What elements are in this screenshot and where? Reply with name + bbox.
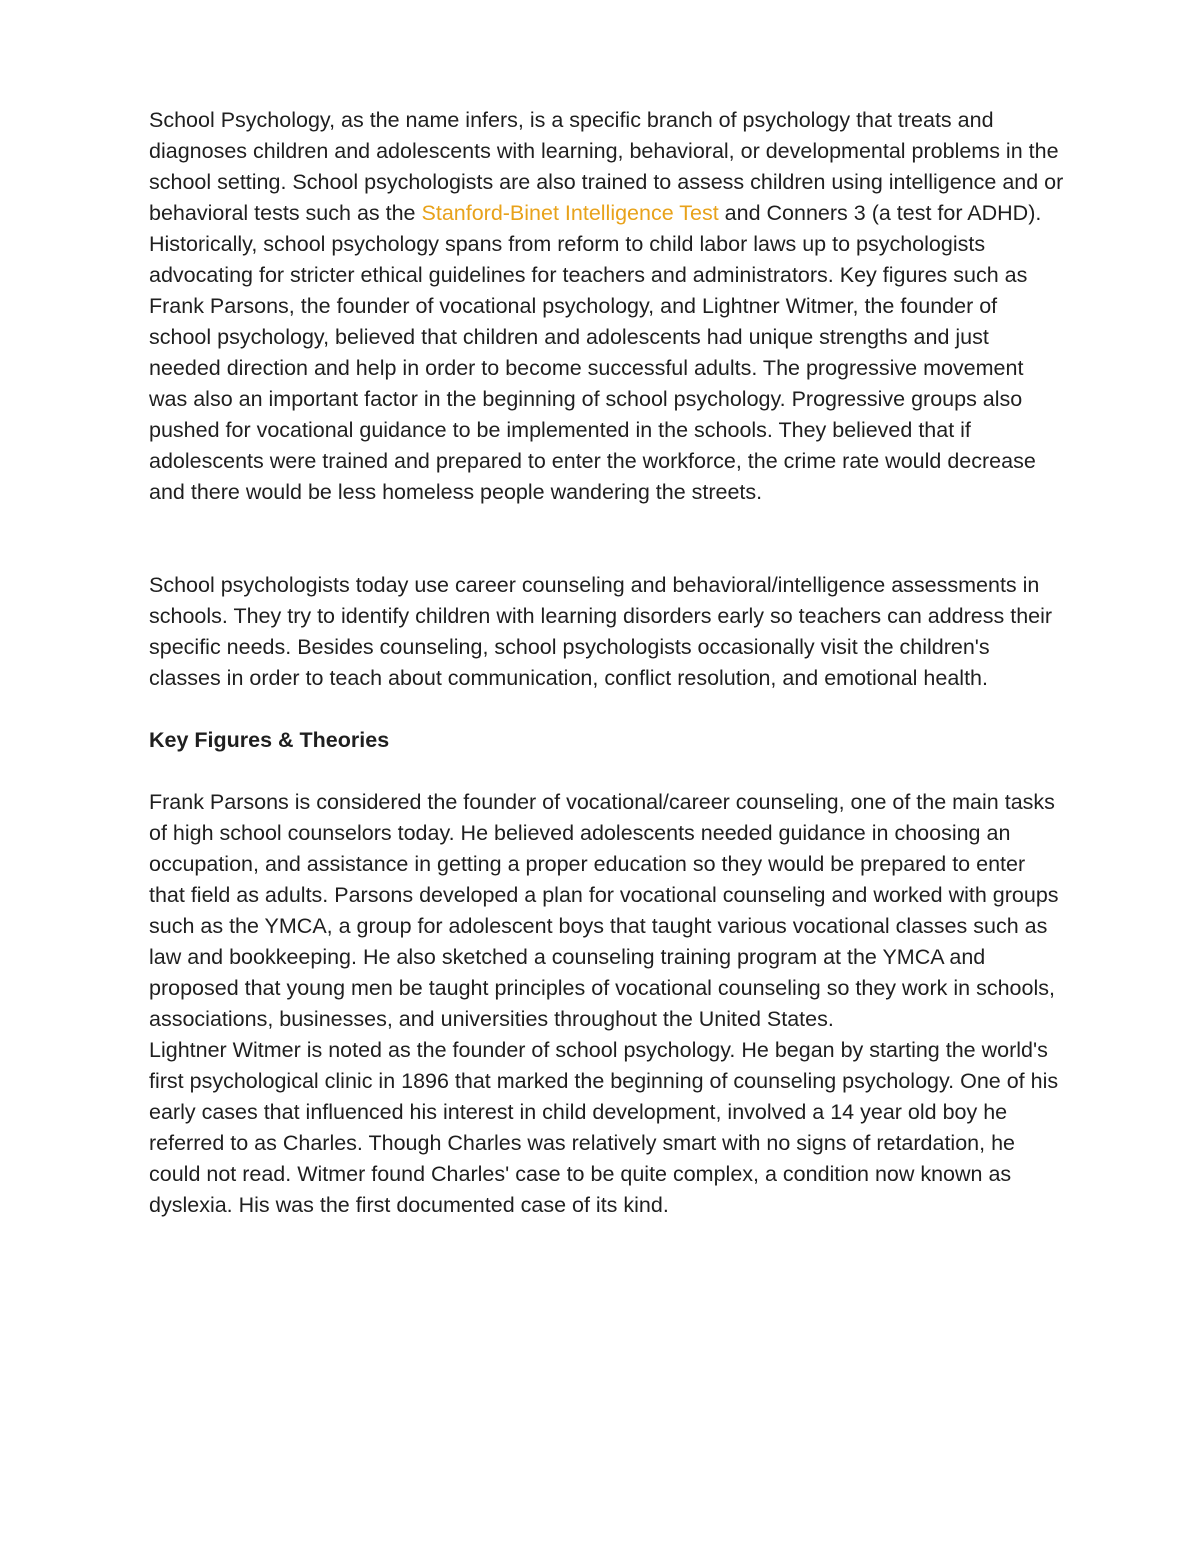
paragraph-spacer <box>149 756 1064 787</box>
intro-text-before-link: School Psychology, as the name infers, is a specific branch of psychology that treats and diagnoses children and adolescents with learning, behavioral, or developmental problems in the school setting. School psychologists are also trained to assess children using intelligence and or behavioral tests such as the <box>149 108 1064 225</box>
parsons-paragraph: Frank Parsons is considered the founder of vocational/career counseling, one of the main tasks of high school counselors today. He believed adolescents needed guidance in choosing an occupation, and assistance in getting a proper education so they would be prepared to enter that field as adults. Parsons developed a plan for vocational counseling and worked with groups such as the YMCA, a group for adolescent boys that taught various vocational classes such as law and bookkeeping. He also sketched a counseling training program at the YMCA and proposed that young men be taught principles of vocational counseling so they work in schools, associations, businesses, and universities throughout the United States. <box>149 790 1059 1031</box>
section-heading: Key Figures & Theories <box>149 728 390 752</box>
stanford-binet-link[interactable]: Stanford-Binet Intelligence Test <box>421 201 719 225</box>
document-body <box>149 105 1064 1221</box>
intro-paragraph <box>149 105 1064 508</box>
intro-text-after-link: and Conners 3 (a test for ADHD). Historically, school psychology spans from reform to child labor laws up to psychologists advocating for stricter ethical guidelines for teachers and administrators. Key figures such as Frank Parsons, the founder of vocational psychology, and Lightner Witmer, the founder of school psychology, believed that children and adolescents had unique strengths and just needed direction and help in order to become successful adults. The progressive movement was also an important factor in the beginning of school psychology. Progressive groups also pushed for vocational guidance to be implemented in the schools. They believed that if adolescents were trained and prepared to enter the workforce, the crime rate would decrease and there would be less homeless people wandering the streets. <box>149 201 1042 504</box>
witmer-paragraph: Lightner Witmer is noted as the founder of school psychology. He began by starting the world's first psychological clinic in 1896 that marked the beginning of counseling psychology. One of his early cases that influenced his interest in child development, involved a 14 year old boy he referred to as Charles. Though Charles was relatively smart with no signs of retardation, he could not read. Witmer found Charles' case to be quite complex, a condition now known as dyslexia. His was the first documented case of its kind. <box>149 1038 1059 1217</box>
paragraph-spacer <box>149 508 1064 570</box>
paragraph-spacer <box>149 694 1064 725</box>
today-paragraph: School psychologists today use career counseling and behavioral/intelligence assessments in schools. They try to identify children with learning disorders early so teachers can address their specific needs. Besides counseling, school psychologists occasionally visit the children's classes in order to teach about communication, conflict resolution, and emotional health. <box>149 573 1053 690</box>
